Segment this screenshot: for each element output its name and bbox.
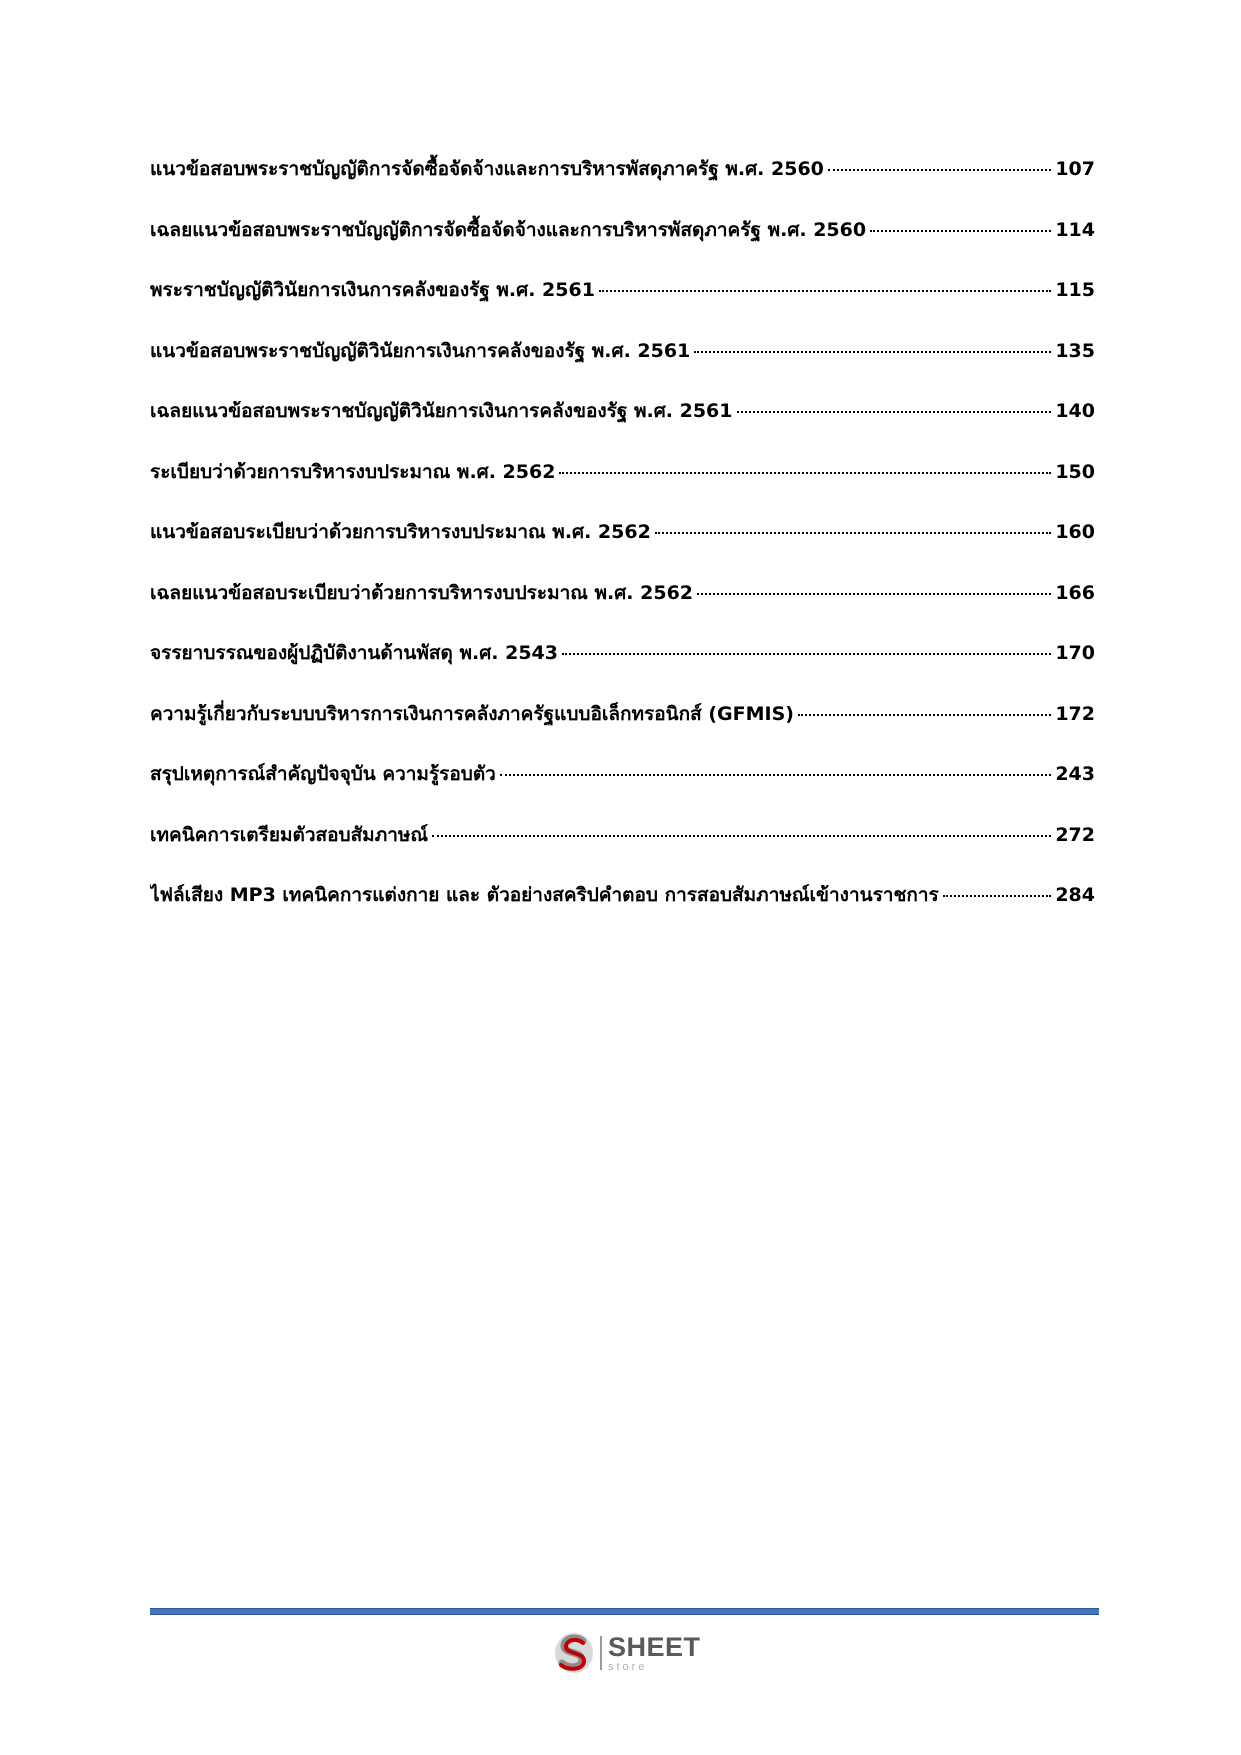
toc-leader-dots	[559, 472, 1051, 474]
toc-entry[interactable]	[150, 820, 1095, 881]
toc-leader-dots	[798, 714, 1051, 716]
table-of-contents	[150, 154, 1095, 941]
toc-entry-title: ระเบียบว่าด้วยการบริหารงบประมาณ พ.ศ. 2562	[150, 460, 556, 483]
toc-entry-title: เฉลยแนวข้อสอบพระราชบัญญัติการจัดซื้อจัดจ้างและการบริหารพัสดุภาครัฐ พ.ศ. 2560	[150, 218, 867, 241]
toc-entry[interactable]	[150, 578, 1095, 639]
toc-entry[interactable]	[150, 638, 1095, 699]
toc-entry-page: 160	[1055, 521, 1095, 543]
toc-entry-page: 150	[1055, 460, 1095, 483]
toc-leader-dots	[655, 532, 1052, 534]
toc-leader-dots	[562, 653, 1051, 655]
toc-entry[interactable]	[150, 275, 1095, 336]
toc-entry-title: แนวข้อสอบพระราชบัญญัติการจัดซื้อจัดจ้างและการบริหารพัสดุภาครัฐ พ.ศ. 2560	[150, 158, 824, 180]
toc-entry[interactable]	[150, 699, 1095, 760]
toc-entry[interactable]	[150, 215, 1095, 276]
toc-entry-title: แนวข้อสอบระเบียบว่าด้วยการบริหารงบประมาณ พ.ศ. 2562	[150, 521, 651, 543]
toc-entry-page: 284	[1055, 884, 1095, 906]
toc-entry-page: 170	[1055, 642, 1095, 664]
toc-leader-dots	[828, 169, 1051, 171]
toc-leader-dots	[500, 774, 1051, 776]
toc-leader-dots	[694, 351, 1051, 353]
toc-entry-page: 115	[1055, 279, 1095, 301]
toc-entry-page: 135	[1055, 339, 1095, 362]
toc-entry-title: แนวข้อสอบพระราชบัญญัติวินัยการเงินการคลังของรัฐ พ.ศ. 2561	[150, 339, 691, 362]
toc-entry[interactable]	[150, 336, 1095, 397]
toc-entry-page: 172	[1055, 702, 1095, 725]
toc-leader-dots	[599, 290, 1051, 292]
toc-entry-title: ความรู้เกี่ยวกับระบบบริหารการเงินการคลังภาครัฐแบบอิเล็กทรอนิกส์ (GFMIS)	[150, 702, 794, 725]
toc-entry-title: สรุปเหตุการณ์สำคัญปัจจุบัน ความรู้รอบตัว	[150, 763, 496, 785]
toc-entry[interactable]	[150, 880, 1095, 941]
toc-entry-page: 140	[1055, 400, 1095, 422]
logo-subword: store	[608, 1660, 648, 1673]
toc-entry-title: พระราชบัญญัติวินัยการเงินการคลังของรัฐ พ.ศ. 2561	[150, 279, 595, 301]
toc-entry-title: เฉลยแนวข้อสอบระเบียบว่าด้วยการบริหารงบประมาณ พ.ศ. 2562	[150, 581, 694, 604]
toc-entry-page: 243	[1055, 763, 1095, 785]
toc-leader-dots	[943, 895, 1052, 897]
toc-entry-title: ไฟล์เสียง MP3 เทคนิคการแต่งกาย และ ตัวอย่างสคริปคำตอบ การสอบสัมภาษณ์เข้างานราชการ	[150, 884, 939, 906]
sheet-store-logo-icon	[552, 1630, 596, 1676]
toc-entry-title: เทคนิคการเตรียมตัวสอบสัมภาษณ์	[150, 823, 429, 846]
toc-entry[interactable]	[150, 396, 1095, 457]
toc-entry[interactable]	[150, 154, 1095, 215]
footer-divider	[150, 1608, 1099, 1615]
toc-leader-dots	[870, 230, 1051, 232]
logo-wordmark	[608, 1631, 701, 1673]
toc-entry-page: 107	[1055, 158, 1095, 180]
toc-leader-dots	[737, 411, 1052, 413]
toc-leader-dots	[697, 593, 1051, 595]
toc-entry[interactable]	[150, 457, 1095, 518]
toc-entry[interactable]	[150, 517, 1095, 578]
toc-entry-title: จรรยาบรรณของผู้ปฏิบัติงานด้านพัสดุ พ.ศ. 2543	[150, 642, 558, 664]
toc-entry-title: เฉลยแนวข้อสอบพระราชบัญญัติวินัยการเงินการคลังของรัฐ พ.ศ. 2561	[150, 400, 733, 422]
logo-word: SHEET	[608, 1631, 701, 1662]
toc-entry-page: 272	[1055, 823, 1095, 846]
toc-entry-page: 114	[1055, 218, 1095, 241]
toc-entry-page: 166	[1055, 581, 1095, 604]
logo-separator	[600, 1636, 602, 1670]
toc-leader-dots	[432, 835, 1051, 837]
footer-logo	[552, 1629, 701, 1677]
toc-entry[interactable]	[150, 759, 1095, 820]
